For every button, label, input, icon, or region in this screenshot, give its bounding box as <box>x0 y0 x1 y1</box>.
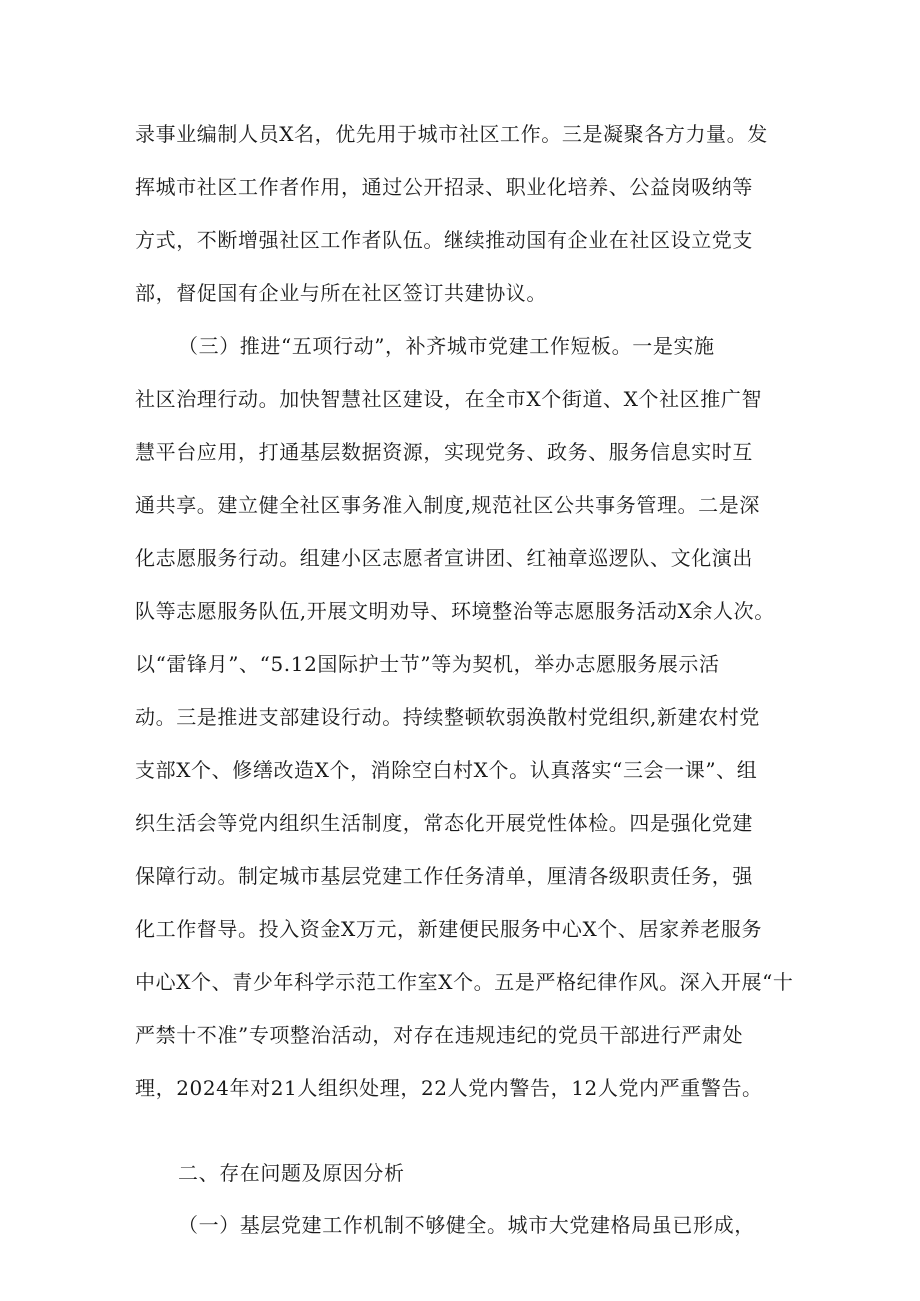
paragraph-line: 理，2024年对21人组织处理，22人党内警告，12人党内严重警告。 <box>135 1076 763 1100</box>
paragraph-line: 严禁十不准”专项整治活动，对存在违规违纪的党员干部进行严肃处 <box>135 1023 744 1047</box>
paragraph-line: 以“雷锋月”、“5.12国际护士节”等为契机，举办志愿服务展示活 <box>135 652 720 676</box>
paragraph-line: 保障行动。制定城市基层党建工作任务清单，厘清各级职责任务，强 <box>135 864 753 888</box>
paragraph-line: 织生活会等党内组织生活制度，常态化开展党性体检。四是强化党建 <box>135 811 753 835</box>
section-heading-line: （一）基层党建工作机制不够健全。城市大党建格局虽已形成， <box>178 1213 755 1237</box>
paragraph-line: 通共享。建立健全社区事务准入制度,规范社区公共事务管理。二是深 <box>135 493 760 517</box>
paragraph-line: 化志愿服务行动。组建小区志愿者宣讲团、红袖章巡逻队、文化演出 <box>135 546 753 570</box>
paragraph-line: 挥城市社区工作者作用，通过公开招录、职业化培养、公益岗吸纳等 <box>135 175 753 199</box>
paragraph-line: 支部X个、修缮改造X个，消除空白村X个。认真落实“三会一课”、组 <box>135 758 758 782</box>
section-heading-line: （三）推进“五项行动”，补齐城市党建工作短板。一是实施 <box>178 334 715 358</box>
paragraph-line: 社区治理行动。加快智慧社区建设，在全市X个街道、X个社区推广智 <box>135 387 763 411</box>
paragraph-line: 化工作督导。投入资金X万元，新建便民服务中心X个、居家养老服务 <box>135 917 763 941</box>
paragraph-line: 慧平台应用，打通基层数据资源，实现党务、政务、服务信息实时互 <box>135 440 753 464</box>
paragraph-line: 队等志愿服务队伍,开展文明劝导、环境整治等志愿服务活动X余人次。 <box>135 599 775 623</box>
chapter-heading: 二、存在问题及原因分析 <box>178 1161 405 1185</box>
paragraph-line: 方式，不断增强社区工作者队伍。继续推动国有企业在社区设立党支 <box>135 228 753 252</box>
paragraph-line: 动。三是推进支部建设行动。持续整顿软弱涣散村党组织,新建农村党 <box>135 705 760 729</box>
paragraph-line: 部，督促国有企业与所在社区签订共建协议。 <box>135 281 547 305</box>
paragraph-line: 中心X个、青少年科学示范工作室X个。五是严格纪律作风。深入开展“十 <box>135 970 794 994</box>
paragraph-line: 录事业编制人员X名，优先用于城市社区工作。三是凝聚各方力量。发 <box>135 122 768 146</box>
